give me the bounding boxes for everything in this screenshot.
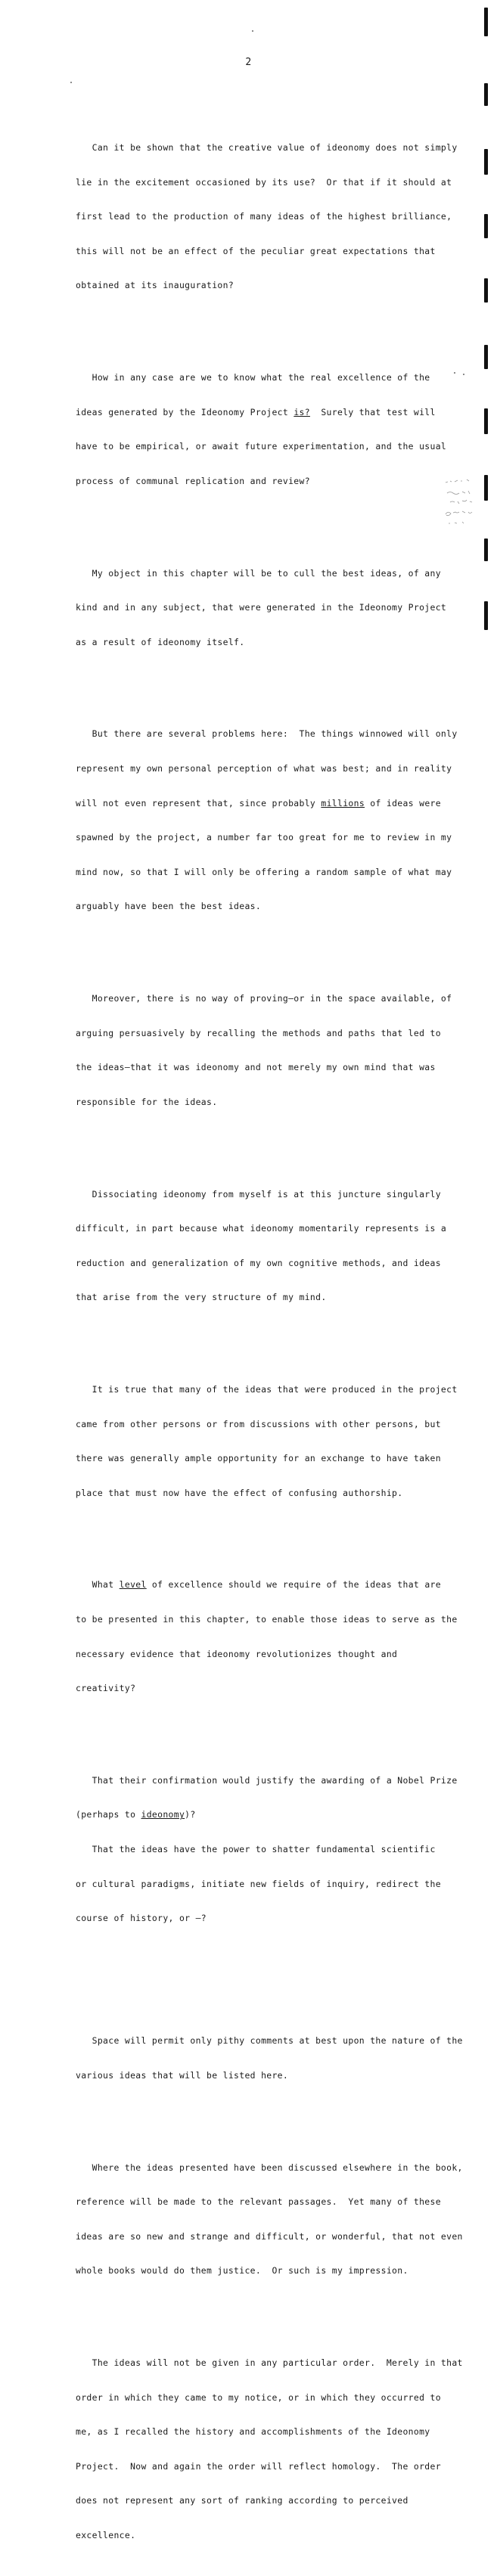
text-line: does not represent any sort of ranking according to perceived — [76, 2495, 408, 2506]
text-line: to be presented in this chapter, to enable those ideas to serve as the — [76, 1614, 458, 1625]
text-line: place that must now have the effect of confusing authorship. — [76, 1487, 403, 1498]
paragraph — [76, 1165, 447, 1327]
paragraph — [76, 2013, 463, 2105]
underlined-word: ideonomy — [141, 1809, 185, 1820]
text-line: ideas are so new and strange and difficult, or wonderful, that not even — [76, 2230, 463, 2242]
text-line: lie in the excitement occasioned by its use? Or that if it should at — [76, 176, 452, 188]
text-line: first lead to the production of many ideas of the highest brilliance, — [76, 211, 452, 222]
paragraph — [76, 119, 458, 315]
scan-mark — [484, 278, 488, 303]
text-line: have to be empirical, or await future experimentation, and the usual — [76, 441, 447, 452]
text-line: My object in this chapter will be to cull the best ideas, of any — [76, 567, 441, 579]
text-line: or cultural paradigms, initiate new fields of inquiry, redirect the — [76, 1878, 441, 1889]
text-line: mind now, so that I will only be offering a random sample of what may — [76, 866, 452, 877]
text-line: reduction and generalization of my own cognitive methods, and ideas — [76, 1257, 441, 1268]
scan-mark — [484, 149, 488, 175]
text-line: (perhaps to ideonomy)? — [76, 1809, 196, 1820]
text-line: arguably have been the best ideas. — [76, 901, 262, 912]
text-line: reference will be made to the relevant passages. Yet many of these — [76, 2196, 441, 2208]
underlined-word: is? — [294, 406, 310, 417]
document-body — [76, 85, 463, 2576]
text-line: How in any case are we to know what the real excellence of the — [76, 372, 430, 383]
paragraph — [76, 1361, 458, 1522]
scan-speck — [70, 82, 72, 83]
text-line: necessary evidence that ideonomy revolutionizes thought and — [76, 1648, 398, 1659]
text-line: Moreover, there is no way of proving—or in the space available, of — [76, 993, 452, 1004]
scan-mark — [484, 601, 488, 630]
text-line: this will not be an effect of the peculiar great expectations that — [76, 245, 436, 256]
text-line: What level of excellence should we require of the ideas that are — [76, 1579, 441, 1591]
text-line: ideas generated by the Ideonomy Project is? Surely that test will — [76, 406, 436, 417]
text-line: various ideas that will be listed here. — [76, 2069, 289, 2081]
text-line: difficult, in part because what ideonomy momentarily represents is a — [76, 1223, 447, 1234]
text-line: That their confirmation would justify the awarding of a Nobel Prize — [76, 1774, 458, 1786]
text-line: came from other persons or from discussions with other persons, but — [76, 1418, 441, 1429]
underlined-word: level — [119, 1579, 147, 1591]
scan-mark — [484, 408, 488, 434]
paragraph — [76, 970, 452, 1131]
text-line: Space will permit only pithy comments at best upon the nature of the — [76, 2035, 463, 2047]
paragraph — [76, 706, 458, 936]
text-line: Can it be shown that the creative value of ideonomy does not simply — [76, 142, 458, 154]
text-line: arguing persuasively by recalling the methods and paths that led to — [76, 1027, 441, 1038]
text-line: Dissociating ideonomy from myself is at this juncture singularly — [76, 1188, 441, 1200]
text-line: represent my own personal perception of what was best; and in reality — [76, 762, 452, 774]
text-line: course of history, or —? — [76, 1913, 207, 1924]
text-line: there was generally ample opportunity for an exchange to have taken — [76, 1453, 441, 1464]
text-line: responsible for the ideas. — [76, 1096, 218, 1107]
paragraph — [76, 545, 447, 671]
scan-mark — [484, 345, 488, 369]
text-line: creativity? — [76, 1683, 136, 1694]
text-line: excellence. — [76, 2530, 136, 2541]
text-line: will not even represent that, since probably millions of ideas were — [76, 797, 441, 808]
text-line: whole books would do them justice. Or such is my impression. — [76, 2265, 408, 2277]
page-number: 2 — [245, 57, 252, 68]
scan-mark — [484, 8, 488, 36]
scan-mark — [484, 538, 488, 561]
text-line: Project. Now and again the order will reflect homology. The order — [76, 2460, 441, 2472]
paragraph — [76, 1752, 458, 1947]
text-line: order in which they came to my notice, or in which they occurred to — [76, 2391, 441, 2403]
scan-speck — [454, 372, 455, 374]
paragraph — [76, 349, 447, 511]
text-line: kind and in any subject, that were generated in the Ideonomy Project — [76, 602, 447, 613]
text-line: me, as I recalled the history and accomplishments of the Ideonomy — [76, 2426, 430, 2438]
text-line: The ideas will not be given in any particular order. Merely in that — [76, 2357, 463, 2369]
text-line: process of communal replication and review? — [76, 475, 310, 486]
text-line: that arise from the very structure of my mind. — [76, 1292, 327, 1303]
paragraph — [76, 1556, 458, 1718]
scan-mark — [484, 83, 488, 106]
text-line: But there are several problems here: The things winnowed will only — [76, 728, 458, 740]
text-line: obtained at its inauguration? — [76, 280, 235, 291]
text-line: the ideas—that it was ideonomy and not merely my own mind that was — [76, 1062, 436, 1073]
scan-speck — [252, 30, 253, 32]
scan-mark — [484, 214, 488, 238]
text-line: It is true that many of the ideas that were produced in the project — [76, 1383, 458, 1395]
text-line: That the ideas have the power to shatter fundamental scientific — [76, 1844, 436, 1855]
text-line: as a result of ideonomy itself. — [76, 636, 245, 647]
paragraph — [76, 2335, 463, 2565]
margin-scribble — [443, 476, 488, 533]
underlined-word: millions — [321, 797, 365, 808]
text-line: Where the ideas presented have been discussed elsewhere in the book, — [76, 2162, 463, 2173]
scan-speck — [463, 374, 464, 375]
paragraph — [76, 2139, 463, 2300]
text-line: spawned by the project, a number far too great for me to review in my — [76, 832, 452, 843]
